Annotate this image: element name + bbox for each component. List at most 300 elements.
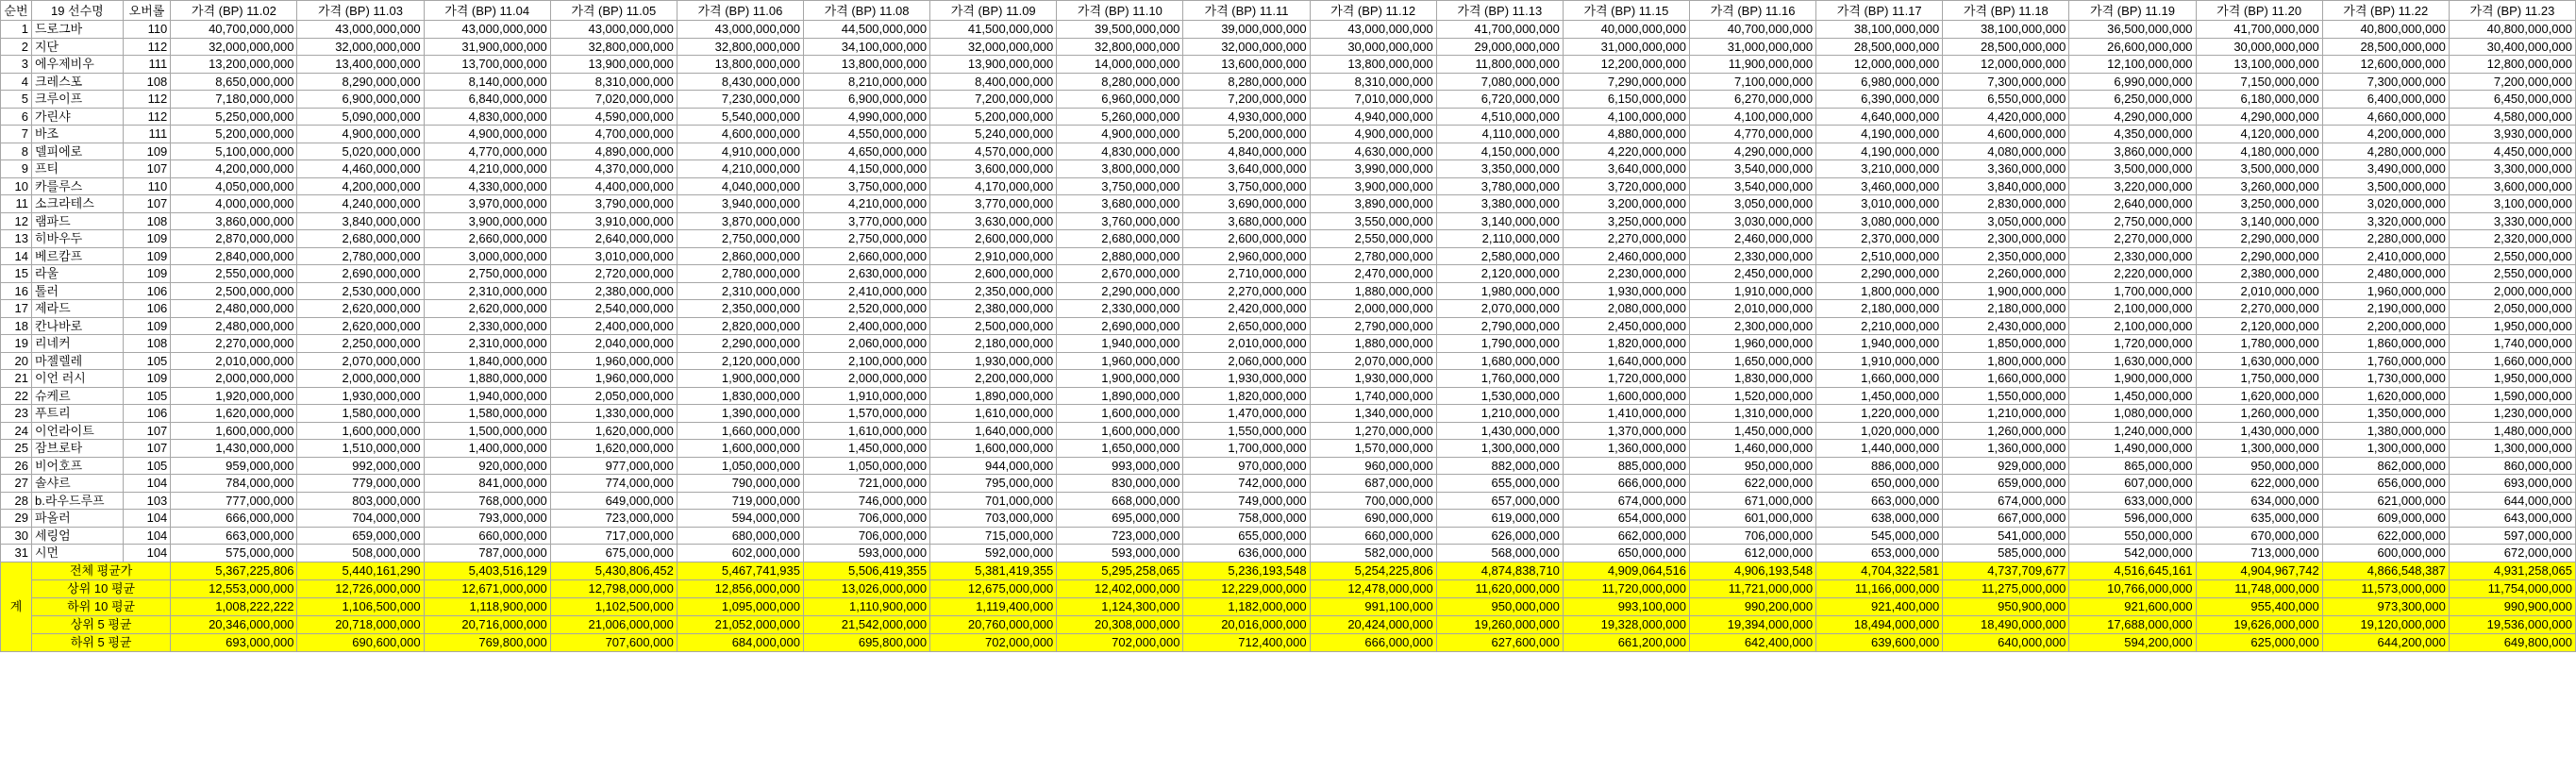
- price-cell[interactable]: 34,100,000,000: [804, 38, 930, 56]
- summary-value-cell[interactable]: 1,118,900,000: [424, 597, 550, 615]
- price-cell[interactable]: 2,320,000,000: [2449, 230, 2575, 248]
- price-cell[interactable]: 6,250,000,000: [2069, 91, 2196, 109]
- price-cell[interactable]: 1,240,000,000: [2069, 422, 2196, 440]
- row-index-cell[interactable]: 9: [1, 160, 32, 178]
- column-header[interactable]: 가격 (BP) 11.08: [804, 1, 930, 21]
- summary-value-cell[interactable]: 5,367,225,806: [171, 562, 297, 579]
- summary-value-cell[interactable]: 690,600,000: [297, 633, 424, 651]
- price-cell[interactable]: 723,000,000: [550, 510, 677, 528]
- price-cell[interactable]: 4,330,000,000: [424, 177, 550, 195]
- price-cell[interactable]: 2,330,000,000: [424, 317, 550, 335]
- price-cell[interactable]: 41,500,000,000: [930, 21, 1057, 39]
- price-cell[interactable]: 1,930,000,000: [297, 387, 424, 405]
- overall-cell[interactable]: 112: [123, 91, 171, 109]
- price-cell[interactable]: 4,550,000,000: [804, 126, 930, 143]
- summary-value-cell[interactable]: 955,400,000: [2196, 597, 2322, 615]
- price-cell[interactable]: 4,080,000,000: [1943, 143, 2069, 160]
- price-cell[interactable]: 1,340,000,000: [1310, 405, 1436, 423]
- overall-cell[interactable]: 108: [123, 212, 171, 230]
- player-name-cell[interactable]: 시먼: [31, 545, 123, 562]
- summary-value-cell[interactable]: 990,200,000: [1689, 597, 1815, 615]
- price-cell[interactable]: 2,530,000,000: [297, 282, 424, 300]
- player-name-cell[interactable]: 톨러: [31, 282, 123, 300]
- price-cell[interactable]: 1,880,000,000: [1310, 335, 1436, 353]
- price-cell[interactable]: 803,000,000: [297, 492, 424, 510]
- price-cell[interactable]: 1,500,000,000: [424, 422, 550, 440]
- price-cell[interactable]: 2,270,000,000: [1183, 282, 1310, 300]
- price-cell[interactable]: 2,330,000,000: [1689, 247, 1815, 265]
- summary-value-cell[interactable]: 4,866,548,387: [2322, 562, 2449, 579]
- price-cell[interactable]: 4,460,000,000: [297, 160, 424, 178]
- price-cell[interactable]: 1,760,000,000: [1436, 370, 1563, 388]
- price-cell[interactable]: 2,380,000,000: [2196, 265, 2322, 283]
- price-cell[interactable]: 2,110,000,000: [1436, 230, 1563, 248]
- price-cell[interactable]: 3,300,000,000: [2449, 160, 2575, 178]
- overall-cell[interactable]: 105: [123, 352, 171, 370]
- summary-value-cell[interactable]: 712,400,000: [1183, 633, 1310, 651]
- price-cell[interactable]: 1,610,000,000: [930, 405, 1057, 423]
- overall-cell[interactable]: 106: [123, 300, 171, 318]
- price-cell[interactable]: 2,840,000,000: [171, 247, 297, 265]
- row-index-cell[interactable]: 20: [1, 352, 32, 370]
- summary-value-cell[interactable]: 594,200,000: [2069, 633, 2196, 651]
- price-cell[interactable]: 1,590,000,000: [2449, 387, 2575, 405]
- price-cell[interactable]: 929,000,000: [1943, 457, 2069, 475]
- price-cell[interactable]: 8,430,000,000: [677, 73, 803, 91]
- summary-value-cell[interactable]: 5,254,225,806: [1310, 562, 1436, 579]
- price-cell[interactable]: 26,600,000,000: [2069, 38, 2196, 56]
- price-cell[interactable]: 32,800,000,000: [550, 38, 677, 56]
- price-cell[interactable]: 3,140,000,000: [1436, 212, 1563, 230]
- row-index-cell[interactable]: 16: [1, 282, 32, 300]
- price-cell[interactable]: 3,010,000,000: [550, 247, 677, 265]
- price-cell[interactable]: 666,000,000: [1563, 475, 1689, 493]
- price-cell[interactable]: 2,100,000,000: [2069, 317, 2196, 335]
- price-cell[interactable]: 3,720,000,000: [1563, 177, 1689, 195]
- price-cell[interactable]: 3,490,000,000: [2322, 160, 2449, 178]
- price-cell[interactable]: 1,230,000,000: [2449, 405, 2575, 423]
- row-index-cell[interactable]: 17: [1, 300, 32, 318]
- price-cell[interactable]: 6,840,000,000: [424, 91, 550, 109]
- price-cell[interactable]: 2,270,000,000: [2069, 230, 2196, 248]
- summary-value-cell[interactable]: 1,008,222,222: [171, 597, 297, 615]
- column-header[interactable]: 가격 (BP) 11.17: [1816, 1, 1943, 21]
- price-cell[interactable]: 1,780,000,000: [2196, 335, 2322, 353]
- price-cell[interactable]: 1,450,000,000: [2069, 387, 2196, 405]
- price-cell[interactable]: 1,450,000,000: [1689, 422, 1815, 440]
- row-index-cell[interactable]: 26: [1, 457, 32, 475]
- column-header[interactable]: 가격 (BP) 11.18: [1943, 1, 2069, 21]
- price-cell[interactable]: 2,600,000,000: [930, 230, 1057, 248]
- price-cell[interactable]: 1,050,000,000: [804, 457, 930, 475]
- price-cell[interactable]: 2,180,000,000: [1943, 300, 2069, 318]
- price-cell[interactable]: 1,720,000,000: [2069, 335, 2196, 353]
- price-cell[interactable]: 695,000,000: [1057, 510, 1183, 528]
- price-cell[interactable]: 1,740,000,000: [2449, 335, 2575, 353]
- price-cell[interactable]: 653,000,000: [1816, 545, 1943, 562]
- price-cell[interactable]: 950,000,000: [2196, 457, 2322, 475]
- price-cell[interactable]: 1,300,000,000: [2196, 440, 2322, 458]
- player-name-cell[interactable]: 슈케르: [31, 387, 123, 405]
- row-index-cell[interactable]: 25: [1, 440, 32, 458]
- summary-value-cell[interactable]: 5,403,516,129: [424, 562, 550, 579]
- overall-cell[interactable]: 107: [123, 440, 171, 458]
- price-cell[interactable]: 4,630,000,000: [1310, 143, 1436, 160]
- price-cell[interactable]: 1,800,000,000: [1816, 282, 1943, 300]
- price-cell[interactable]: 1,650,000,000: [1689, 352, 1815, 370]
- row-index-cell[interactable]: 10: [1, 177, 32, 195]
- price-cell[interactable]: 600,000,000: [2322, 545, 2449, 562]
- price-cell[interactable]: 3,540,000,000: [1689, 160, 1815, 178]
- overall-cell[interactable]: 112: [123, 38, 171, 56]
- price-cell[interactable]: 4,770,000,000: [424, 143, 550, 160]
- row-index-cell[interactable]: 19: [1, 335, 32, 353]
- price-cell[interactable]: 4,570,000,000: [930, 143, 1057, 160]
- price-cell[interactable]: 3,990,000,000: [1310, 160, 1436, 178]
- summary-value-cell[interactable]: 693,000,000: [171, 633, 297, 651]
- price-cell[interactable]: 841,000,000: [424, 475, 550, 493]
- summary-value-cell[interactable]: 991,100,000: [1310, 597, 1436, 615]
- price-cell[interactable]: 6,960,000,000: [1057, 91, 1183, 109]
- price-cell[interactable]: 2,060,000,000: [1183, 352, 1310, 370]
- player-name-cell[interactable]: 베르캄프: [31, 247, 123, 265]
- price-cell[interactable]: 4,510,000,000: [1436, 108, 1563, 126]
- column-header[interactable]: 가격 (BP) 11.09: [930, 1, 1057, 21]
- price-cell[interactable]: 5,200,000,000: [171, 126, 297, 143]
- price-cell[interactable]: 885,000,000: [1563, 457, 1689, 475]
- summary-value-cell[interactable]: 11,720,000,000: [1563, 579, 1689, 597]
- row-index-cell[interactable]: 6: [1, 108, 32, 126]
- price-cell[interactable]: 41,700,000,000: [2196, 21, 2322, 39]
- column-header[interactable]: 가격 (BP) 11.12: [1310, 1, 1436, 21]
- price-cell[interactable]: 690,000,000: [1310, 510, 1436, 528]
- price-cell[interactable]: 2,830,000,000: [1943, 195, 2069, 213]
- price-cell[interactable]: 1,360,000,000: [1563, 440, 1689, 458]
- price-cell[interactable]: 2,270,000,000: [171, 335, 297, 353]
- price-cell[interactable]: 2,780,000,000: [677, 265, 803, 283]
- price-cell[interactable]: 1,620,000,000: [2322, 387, 2449, 405]
- player-name-cell[interactable]: 솔샤르: [31, 475, 123, 493]
- price-cell[interactable]: 1,850,000,000: [1943, 335, 2069, 353]
- summary-value-cell[interactable]: 5,430,806,452: [550, 562, 677, 579]
- price-cell[interactable]: 3,630,000,000: [930, 212, 1057, 230]
- price-cell[interactable]: 860,000,000: [2449, 457, 2575, 475]
- price-cell[interactable]: 43,000,000,000: [550, 21, 677, 39]
- price-cell[interactable]: 1,520,000,000: [1689, 387, 1815, 405]
- price-cell[interactable]: 607,000,000: [2069, 475, 2196, 493]
- price-cell[interactable]: 1,400,000,000: [424, 440, 550, 458]
- price-cell[interactable]: 1,740,000,000: [1310, 387, 1436, 405]
- price-cell[interactable]: 1,460,000,000: [1689, 440, 1815, 458]
- price-cell[interactable]: 38,100,000,000: [1943, 21, 2069, 39]
- player-name-cell[interactable]: 소크라테스: [31, 195, 123, 213]
- price-cell[interactable]: 2,430,000,000: [1943, 317, 2069, 335]
- price-cell[interactable]: 40,700,000,000: [171, 21, 297, 39]
- price-cell[interactable]: 2,880,000,000: [1057, 247, 1183, 265]
- price-cell[interactable]: 1,980,000,000: [1436, 282, 1563, 300]
- price-cell[interactable]: 1,880,000,000: [1310, 282, 1436, 300]
- price-cell[interactable]: 4,040,000,000: [677, 177, 803, 195]
- price-cell[interactable]: 2,100,000,000: [2069, 300, 2196, 318]
- row-index-cell[interactable]: 13: [1, 230, 32, 248]
- summary-value-cell[interactable]: 18,494,000,000: [1816, 615, 1943, 633]
- price-cell[interactable]: 3,360,000,000: [1943, 160, 2069, 178]
- summary-value-cell[interactable]: 702,000,000: [1057, 633, 1183, 651]
- price-cell[interactable]: 609,000,000: [2322, 510, 2449, 528]
- price-cell[interactable]: 5,540,000,000: [677, 108, 803, 126]
- price-cell[interactable]: 2,500,000,000: [930, 317, 1057, 335]
- summary-value-cell[interactable]: 1,102,500,000: [550, 597, 677, 615]
- summary-value-cell[interactable]: 5,440,161,290: [297, 562, 424, 579]
- price-cell[interactable]: 655,000,000: [1436, 475, 1563, 493]
- price-cell[interactable]: 8,280,000,000: [1183, 73, 1310, 91]
- price-cell[interactable]: 1,600,000,000: [171, 422, 297, 440]
- price-cell[interactable]: 1,800,000,000: [1943, 352, 2069, 370]
- price-cell[interactable]: 2,540,000,000: [550, 300, 677, 318]
- price-cell[interactable]: 1,210,000,000: [1436, 405, 1563, 423]
- price-cell[interactable]: 601,000,000: [1689, 510, 1815, 528]
- summary-value-cell[interactable]: 17,688,000,000: [2069, 615, 2196, 633]
- price-cell[interactable]: 723,000,000: [1057, 527, 1183, 545]
- price-cell[interactable]: 779,000,000: [297, 475, 424, 493]
- price-cell[interactable]: 612,000,000: [1689, 545, 1815, 562]
- price-cell[interactable]: 2,290,000,000: [2196, 247, 2322, 265]
- overall-cell[interactable]: 104: [123, 527, 171, 545]
- player-name-cell[interactable]: 파올러: [31, 510, 123, 528]
- summary-value-cell[interactable]: 19,536,000,000: [2449, 615, 2575, 633]
- price-cell[interactable]: 2,260,000,000: [1943, 265, 2069, 283]
- summary-value-cell[interactable]: 1,095,000,000: [677, 597, 803, 615]
- price-cell[interactable]: 1,760,000,000: [2322, 352, 2449, 370]
- price-cell[interactable]: 2,310,000,000: [424, 335, 550, 353]
- price-cell[interactable]: 660,000,000: [1310, 527, 1436, 545]
- column-header[interactable]: 가격 (BP) 11.03: [297, 1, 424, 21]
- summary-label-cell[interactable]: 전체 평균가: [31, 562, 170, 579]
- player-name-cell[interactable]: 리네커: [31, 335, 123, 353]
- player-name-cell[interactable]: 잠브로타: [31, 440, 123, 458]
- summary-value-cell[interactable]: 639,600,000: [1816, 633, 1943, 651]
- price-cell[interactable]: 5,240,000,000: [930, 126, 1057, 143]
- price-cell[interactable]: 2,120,000,000: [2196, 317, 2322, 335]
- price-cell[interactable]: 2,010,000,000: [171, 352, 297, 370]
- summary-value-cell[interactable]: 5,295,258,065: [1057, 562, 1183, 579]
- price-cell[interactable]: 7,200,000,000: [1183, 91, 1310, 109]
- summary-value-cell[interactable]: 644,200,000: [2322, 633, 2449, 651]
- summary-value-cell[interactable]: 1,110,900,000: [804, 597, 930, 615]
- price-cell[interactable]: 795,000,000: [930, 475, 1057, 493]
- price-cell[interactable]: 2,290,000,000: [1057, 282, 1183, 300]
- price-cell[interactable]: 4,280,000,000: [2322, 143, 2449, 160]
- price-cell[interactable]: 1,600,000,000: [1057, 405, 1183, 423]
- price-cell[interactable]: 2,600,000,000: [930, 265, 1057, 283]
- price-cell[interactable]: 3,680,000,000: [1183, 212, 1310, 230]
- price-cell[interactable]: 8,210,000,000: [804, 73, 930, 91]
- price-cell[interactable]: 12,000,000,000: [1943, 56, 2069, 74]
- price-cell[interactable]: 2,380,000,000: [930, 300, 1057, 318]
- price-cell[interactable]: 1,700,000,000: [2069, 282, 2196, 300]
- summary-value-cell[interactable]: 21,052,000,000: [677, 615, 803, 633]
- price-cell[interactable]: 1,840,000,000: [424, 352, 550, 370]
- price-cell[interactable]: 3,840,000,000: [1943, 177, 2069, 195]
- overall-cell[interactable]: 105: [123, 457, 171, 475]
- price-cell[interactable]: 1,450,000,000: [1816, 387, 1943, 405]
- player-name-cell[interactable]: 제라드: [31, 300, 123, 318]
- row-index-cell[interactable]: 22: [1, 387, 32, 405]
- price-cell[interactable]: 650,000,000: [1816, 475, 1943, 493]
- price-cell[interactable]: 4,600,000,000: [1943, 126, 2069, 143]
- price-cell[interactable]: 2,460,000,000: [1563, 247, 1689, 265]
- price-cell[interactable]: 4,100,000,000: [1689, 108, 1815, 126]
- summary-value-cell[interactable]: 950,000,000: [1436, 597, 1563, 615]
- price-cell[interactable]: 1,550,000,000: [1943, 387, 2069, 405]
- price-cell[interactable]: 2,790,000,000: [1436, 317, 1563, 335]
- price-cell[interactable]: 633,000,000: [2069, 492, 2196, 510]
- price-cell[interactable]: 1,350,000,000: [2322, 405, 2449, 423]
- price-cell[interactable]: 13,600,000,000: [1183, 56, 1310, 74]
- player-name-cell[interactable]: 드로그바: [31, 21, 123, 39]
- price-cell[interactable]: 2,220,000,000: [2069, 265, 2196, 283]
- price-cell[interactable]: 14,000,000,000: [1057, 56, 1183, 74]
- price-cell[interactable]: 3,550,000,000: [1310, 212, 1436, 230]
- price-cell[interactable]: 593,000,000: [804, 545, 930, 562]
- price-cell[interactable]: 3,910,000,000: [550, 212, 677, 230]
- price-cell[interactable]: 1,470,000,000: [1183, 405, 1310, 423]
- price-cell[interactable]: 585,000,000: [1943, 545, 2069, 562]
- price-cell[interactable]: 1,880,000,000: [424, 370, 550, 388]
- price-cell[interactable]: 2,290,000,000: [1816, 265, 1943, 283]
- summary-group-label[interactable]: 계: [1, 562, 32, 651]
- price-cell[interactable]: 1,900,000,000: [2069, 370, 2196, 388]
- price-cell[interactable]: 4,900,000,000: [297, 126, 424, 143]
- price-cell[interactable]: 4,190,000,000: [1816, 143, 1943, 160]
- price-cell[interactable]: 30,400,000,000: [2449, 38, 2575, 56]
- price-cell[interactable]: 2,290,000,000: [2196, 230, 2322, 248]
- price-cell[interactable]: 830,000,000: [1057, 475, 1183, 493]
- player-name-cell[interactable]: 라울: [31, 265, 123, 283]
- price-cell[interactable]: 1,730,000,000: [2322, 370, 2449, 388]
- overall-cell[interactable]: 109: [123, 317, 171, 335]
- price-cell[interactable]: 36,500,000,000: [2069, 21, 2196, 39]
- price-cell[interactable]: 719,000,000: [677, 492, 803, 510]
- price-cell[interactable]: 4,240,000,000: [297, 195, 424, 213]
- price-cell[interactable]: 4,890,000,000: [550, 143, 677, 160]
- price-cell[interactable]: 2,010,000,000: [2196, 282, 2322, 300]
- price-cell[interactable]: 2,000,000,000: [297, 370, 424, 388]
- row-index-cell[interactable]: 28: [1, 492, 32, 510]
- price-cell[interactable]: 1,910,000,000: [1689, 282, 1815, 300]
- price-cell[interactable]: 706,000,000: [1689, 527, 1815, 545]
- price-cell[interactable]: 3,840,000,000: [297, 212, 424, 230]
- summary-value-cell[interactable]: 4,904,967,742: [2196, 562, 2322, 579]
- price-cell[interactable]: 3,210,000,000: [1816, 160, 1943, 178]
- overall-cell[interactable]: 110: [123, 177, 171, 195]
- price-cell[interactable]: 2,720,000,000: [550, 265, 677, 283]
- price-cell[interactable]: 3,250,000,000: [2196, 195, 2322, 213]
- price-cell[interactable]: 1,820,000,000: [1183, 387, 1310, 405]
- price-cell[interactable]: 41,700,000,000: [1436, 21, 1563, 39]
- price-cell[interactable]: 2,780,000,000: [297, 247, 424, 265]
- price-cell[interactable]: 2,750,000,000: [804, 230, 930, 248]
- price-cell[interactable]: 3,930,000,000: [2449, 126, 2575, 143]
- price-cell[interactable]: 1,900,000,000: [1943, 282, 2069, 300]
- summary-value-cell[interactable]: 10,766,000,000: [2069, 579, 2196, 597]
- price-cell[interactable]: 2,640,000,000: [2069, 195, 2196, 213]
- price-cell[interactable]: 1,940,000,000: [424, 387, 550, 405]
- price-cell[interactable]: 4,350,000,000: [2069, 126, 2196, 143]
- summary-value-cell[interactable]: 19,328,000,000: [1563, 615, 1689, 633]
- price-cell[interactable]: 32,000,000,000: [171, 38, 297, 56]
- summary-value-cell[interactable]: 921,600,000: [2069, 597, 2196, 615]
- price-cell[interactable]: 4,420,000,000: [1943, 108, 2069, 126]
- price-cell[interactable]: 3,860,000,000: [171, 212, 297, 230]
- price-cell[interactable]: 4,000,000,000: [171, 195, 297, 213]
- price-cell[interactable]: 672,000,000: [2449, 545, 2575, 562]
- summary-value-cell[interactable]: 625,000,000: [2196, 633, 2322, 651]
- price-cell[interactable]: 3,100,000,000: [2449, 195, 2575, 213]
- price-cell[interactable]: 3,460,000,000: [1816, 177, 1943, 195]
- price-cell[interactable]: 32,000,000,000: [930, 38, 1057, 56]
- price-cell[interactable]: 1,620,000,000: [2196, 387, 2322, 405]
- price-cell[interactable]: 1,830,000,000: [677, 387, 803, 405]
- price-cell[interactable]: 1,270,000,000: [1310, 422, 1436, 440]
- overall-cell[interactable]: 104: [123, 545, 171, 562]
- price-cell[interactable]: 2,450,000,000: [1563, 317, 1689, 335]
- price-cell[interactable]: 1,600,000,000: [297, 422, 424, 440]
- price-cell[interactable]: 4,120,000,000: [2196, 126, 2322, 143]
- price-cell[interactable]: 1,930,000,000: [1310, 370, 1436, 388]
- price-cell[interactable]: 12,100,000,000: [2069, 56, 2196, 74]
- summary-value-cell[interactable]: 5,236,193,548: [1183, 562, 1310, 579]
- summary-value-cell[interactable]: 20,346,000,000: [171, 615, 297, 633]
- price-cell[interactable]: 687,000,000: [1310, 475, 1436, 493]
- summary-value-cell[interactable]: 12,671,000,000: [424, 579, 550, 597]
- price-cell[interactable]: 5,090,000,000: [297, 108, 424, 126]
- price-cell[interactable]: 4,770,000,000: [1689, 126, 1815, 143]
- price-cell[interactable]: 2,690,000,000: [297, 265, 424, 283]
- summary-value-cell[interactable]: 993,100,000: [1563, 597, 1689, 615]
- summary-value-cell[interactable]: 12,402,000,000: [1057, 579, 1183, 597]
- price-cell[interactable]: 1,260,000,000: [1943, 422, 2069, 440]
- price-cell[interactable]: 3,900,000,000: [424, 212, 550, 230]
- price-cell[interactable]: 4,370,000,000: [550, 160, 677, 178]
- price-cell[interactable]: 1,900,000,000: [1057, 370, 1183, 388]
- price-cell[interactable]: 3,600,000,000: [930, 160, 1057, 178]
- price-cell[interactable]: 657,000,000: [1436, 492, 1563, 510]
- price-cell[interactable]: 3,020,000,000: [2322, 195, 2449, 213]
- price-cell[interactable]: 2,660,000,000: [804, 247, 930, 265]
- price-cell[interactable]: 1,410,000,000: [1563, 405, 1689, 423]
- summary-value-cell[interactable]: 649,800,000: [2449, 633, 2575, 651]
- price-cell[interactable]: 3,770,000,000: [804, 212, 930, 230]
- price-cell[interactable]: 1,440,000,000: [1816, 440, 1943, 458]
- price-cell[interactable]: 944,000,000: [930, 457, 1057, 475]
- price-cell[interactable]: 2,270,000,000: [2196, 300, 2322, 318]
- price-cell[interactable]: 5,260,000,000: [1057, 108, 1183, 126]
- row-index-cell[interactable]: 31: [1, 545, 32, 562]
- price-cell[interactable]: 4,830,000,000: [1057, 143, 1183, 160]
- price-cell[interactable]: 638,000,000: [1816, 510, 1943, 528]
- player-name-cell[interactable]: 가린샤: [31, 108, 123, 126]
- price-cell[interactable]: 950,000,000: [1689, 457, 1815, 475]
- summary-value-cell[interactable]: 666,000,000: [1310, 633, 1436, 651]
- price-cell[interactable]: 3,050,000,000: [1689, 195, 1815, 213]
- price-cell[interactable]: 668,000,000: [1057, 492, 1183, 510]
- price-cell[interactable]: 1,620,000,000: [171, 405, 297, 423]
- price-cell[interactable]: 2,410,000,000: [2322, 247, 2449, 265]
- price-cell[interactable]: 40,000,000,000: [1563, 21, 1689, 39]
- price-cell[interactable]: 6,450,000,000: [2449, 91, 2575, 109]
- price-cell[interactable]: 32,800,000,000: [677, 38, 803, 56]
